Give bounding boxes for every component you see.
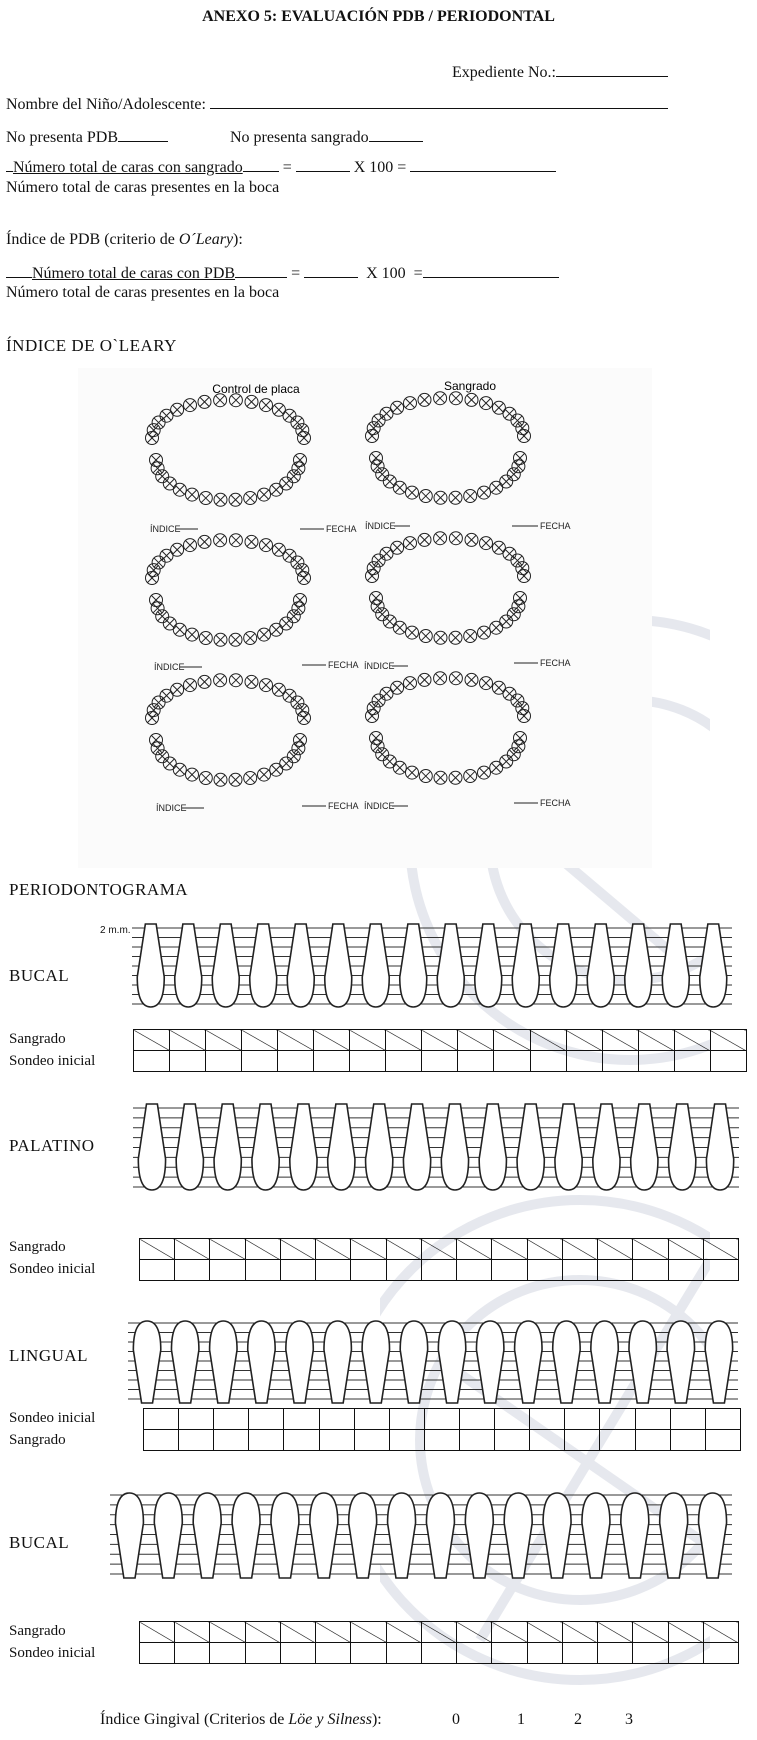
gingival-score-3[interactable]: 3 [625,1711,633,1728]
grid-cell[interactable] [527,1643,562,1664]
nombre-label: Nombre del Niño/Adolescente: [6,96,206,113]
grid-cell[interactable] [633,1239,668,1260]
label-bucal-lower: BUCAL [9,1533,70,1552]
indice-gingival: Índice Gingival (Criterios de Löe y Silness): [100,1711,382,1728]
grid-cell[interactable] [214,1430,249,1451]
grid-cell[interactable] [316,1643,351,1664]
grid-cell[interactable] [421,1239,456,1260]
grid-cell[interactable] [703,1643,738,1664]
label-sondeo-3: Sondeo inicial [9,1410,96,1426]
grid-cell[interactable] [210,1239,245,1260]
grid-cell[interactable] [670,1430,705,1451]
tooth-outline [138,1104,165,1190]
nombre-field[interactable] [6,94,668,114]
grid-cell[interactable] [242,1051,278,1072]
tooth-outline [438,1321,465,1403]
sangrado-formula [6,157,556,177]
grid-cell[interactable] [144,1430,179,1451]
label-sangrado-2: Sangrado [9,1239,66,1255]
tooth-outline [706,1104,733,1190]
gingival-score-0[interactable]: 0 [452,1711,460,1728]
grid-cell[interactable] [492,1239,527,1260]
grid-cell[interactable] [350,1030,386,1051]
tooth-outline [512,924,539,1007]
tooth-outline [629,1321,656,1403]
tooth-outline [625,924,652,1007]
fecha-label-1b: FECHA [540,521,571,531]
no-sangrado-label: No presenta sangrado [230,129,369,146]
indice-label-1b: ÍNDICE [365,521,396,531]
grid-cell[interactable] [280,1643,315,1664]
indice-label-1a: ÍNDICE [150,524,181,534]
tooth-outline [290,1104,317,1190]
oleary-chart [78,368,652,868]
page-title: ANEXO 5: EVALUACIÓN PDB / PERIODONTAL [202,8,555,25]
tooth-outline [669,1104,696,1190]
grid-cell[interactable] [179,1409,214,1430]
grid-cell[interactable] [140,1239,175,1260]
grid-cell[interactable] [249,1430,284,1451]
grid-cell[interactable] [249,1409,284,1430]
tooth-outline [388,1493,416,1578]
tooth-outline [133,1321,160,1403]
tooth-outline [171,1321,198,1403]
grid-lingual[interactable] [143,1408,741,1451]
grid-cell[interactable] [351,1643,386,1664]
grid-cell[interactable] [457,1643,492,1664]
grid-cell[interactable] [179,1430,214,1451]
grid-cell[interactable] [134,1051,170,1072]
no-pdb-field[interactable] [6,127,168,147]
scale-label: 2 m.m. [100,925,131,936]
tooth-outline [212,924,239,1007]
grid-cell[interactable] [421,1260,456,1281]
grid-cell[interactable] [210,1260,245,1281]
grid-cell[interactable] [284,1409,319,1430]
grid-cell[interactable] [530,1051,566,1072]
grid-cell[interactable] [600,1409,635,1430]
col1-title: Control de placa [212,382,300,396]
grid-cell[interactable] [674,1051,710,1072]
grid-cell[interactable] [527,1260,562,1281]
grid-cell[interactable] [386,1643,421,1664]
grid-cell[interactable] [175,1622,210,1643]
tooth-outline [271,1493,299,1578]
grid-cell[interactable] [530,1030,566,1051]
tooth-outline [437,924,464,1007]
teeth-panel-bucal-lower [110,1487,732,1582]
grid-cell[interactable] [316,1239,351,1260]
grid-cell[interactable] [319,1430,354,1451]
teeth-panel-bucal-upper [132,920,732,1012]
grid-cell[interactable] [278,1030,314,1051]
sangrado-result[interactable] [410,157,556,172]
tooth-outline [154,1493,182,1578]
grid-cell[interactable] [175,1239,210,1260]
tooth-outline [137,924,164,1007]
grid-cell[interactable] [633,1260,668,1281]
tooth-outline [465,1493,493,1578]
pdb-numerator: Número total de caras con PDB [32,265,236,282]
grid-palatino[interactable] [139,1238,739,1281]
tooth-outline [362,924,389,1007]
grid-cell[interactable] [602,1051,638,1072]
grid-cell[interactable] [421,1622,456,1643]
grid-cell[interactable] [389,1430,424,1451]
expediente-label: Expediente No.: [452,64,556,81]
grid-cell[interactable] [386,1260,421,1281]
grid-cell[interactable] [527,1239,562,1260]
label-palatino: PALATINO [9,1136,95,1155]
fecha-label-3b: FECHA [540,798,571,808]
grid-cell[interactable] [350,1051,386,1072]
grid-cell[interactable] [459,1430,494,1451]
grid-cell[interactable] [170,1051,206,1072]
pdb-x100: X 100 [366,265,406,282]
tooth-outline [555,1104,582,1190]
grid-cell[interactable] [316,1260,351,1281]
grid-cell[interactable] [562,1622,597,1643]
grid-cell[interactable] [424,1430,459,1451]
tooth-outline [325,924,352,1007]
grid-cell[interactable] [354,1409,389,1430]
grid-cell[interactable] [134,1030,170,1051]
tooth-outline [705,1321,732,1403]
label-bucal-upper: BUCAL [9,966,70,985]
tooth-outline [700,924,727,1007]
grid-cell[interactable] [389,1409,424,1430]
grid-cell[interactable] [633,1622,668,1643]
gingival-score-2[interactable]: 2 [574,1711,582,1728]
tooth-outline [587,924,614,1007]
grid-cell[interactable] [314,1051,350,1072]
grid-cell[interactable] [492,1622,527,1643]
grid-cell[interactable] [422,1051,458,1072]
grid-cell[interactable] [206,1030,242,1051]
tooth-outline [479,1104,506,1190]
grid-cell[interactable] [668,1622,703,1643]
tooth-outline [248,1321,275,1403]
label-sondeo-2: Sondeo inicial [9,1261,96,1277]
grid-cell[interactable] [668,1643,703,1664]
tooth-outline [403,1104,430,1190]
grid-cell[interactable] [562,1260,597,1281]
tooth-outline [591,1321,618,1403]
grid-cell[interactable] [351,1239,386,1260]
tooth-outline [553,1321,580,1403]
grid-cell[interactable] [703,1260,738,1281]
pdb-denominator: Número total de caras presentes en la boca [6,284,280,301]
grid-cell[interactable] [635,1430,670,1451]
gingival-score-1[interactable]: 1 [517,1711,525,1728]
tooth-outline [324,1321,351,1403]
grid-cell[interactable] [638,1051,674,1072]
grid-cell[interactable] [565,1430,600,1451]
expediente-field[interactable] [452,62,668,82]
label-sondeo-4: Sondeo inicial [9,1645,96,1661]
grid-cell[interactable] [245,1260,280,1281]
pdb-equals: = [291,265,301,282]
grid-cell[interactable] [495,1430,530,1451]
grid-cell[interactable] [214,1409,249,1430]
grid-cell[interactable] [494,1030,530,1051]
grid-cell[interactable] [458,1051,494,1072]
grid-cell[interactable] [598,1622,633,1643]
fecha-label-1a: FECHA [326,524,357,534]
sangrado-numerator: Número total de caras con sangrado [13,159,243,176]
tooth-outline [214,1104,241,1190]
tooth-outline [210,1321,237,1403]
grid-cell[interactable] [710,1030,746,1051]
tooth-outline [504,1493,532,1578]
grid-cell[interactable] [351,1260,386,1281]
no-sangrado-field[interactable] [230,127,423,147]
tooth-outline [582,1493,610,1578]
tooth-outline [366,1104,393,1190]
tooth-outline [631,1104,658,1190]
grid-cell[interactable] [705,1430,740,1451]
grid-cell[interactable] [140,1643,175,1664]
tooth-outline [550,924,577,1007]
grid-cell[interactable] [280,1622,315,1643]
grid-cell[interactable] [175,1643,210,1664]
grid-cell[interactable] [527,1622,562,1643]
label-sangrado-4: Sangrado [9,1623,66,1639]
grid-cell[interactable] [494,1051,530,1072]
tooth-outline [426,1493,454,1578]
tooth-outline [193,1493,221,1578]
grid-cell[interactable] [530,1409,565,1430]
label-sondeo-1: Sondeo inicial [9,1053,96,1069]
grid-cell[interactable] [565,1409,600,1430]
teeth-panel-lingual [128,1315,738,1407]
grid-cell[interactable] [206,1051,242,1072]
tooth-outline [175,924,202,1007]
grid-cell[interactable] [566,1051,602,1072]
grid-cell[interactable] [316,1622,351,1643]
grid-cell[interactable] [670,1409,705,1430]
grid-cell[interactable] [458,1030,494,1051]
grid-cell[interactable] [144,1409,179,1430]
col2-title: Sangrado [443,379,497,393]
grid-cell[interactable] [602,1030,638,1051]
grid-cell[interactable] [562,1643,597,1664]
grid-cell[interactable] [600,1430,635,1451]
tooth-outline [328,1104,355,1190]
label-sangrado-3: Sangrado [9,1432,66,1448]
grid-cell[interactable] [386,1051,422,1072]
grid-cell[interactable] [386,1239,421,1260]
tooth-outline [176,1104,203,1190]
tooth-outline [349,1493,377,1578]
tooth-outline [515,1321,542,1403]
grid-cell[interactable] [635,1409,670,1430]
grid-cell[interactable] [633,1643,668,1664]
grid-cell[interactable] [703,1622,738,1643]
indice-label-3a: ÍNDICE [156,803,187,813]
grid-cell[interactable] [314,1030,350,1051]
pdb-equals2: = [413,265,423,282]
sangrado-equals: = [282,159,292,176]
grid-cell[interactable] [457,1239,492,1260]
grid-cell[interactable] [245,1622,280,1643]
grid-cell[interactable] [280,1239,315,1260]
tooth-outline [621,1493,649,1578]
teeth-panel-palatino [133,1100,739,1195]
grid-cell[interactable] [710,1051,746,1072]
grid-cell[interactable] [638,1030,674,1051]
tooth-outline [310,1493,338,1578]
grid-cell[interactable] [457,1260,492,1281]
grid-cell[interactable] [175,1260,210,1281]
tooth-outline [252,1104,279,1190]
tooth-outline [543,1493,571,1578]
sangrado-blank[interactable] [296,157,350,172]
grid-cell[interactable] [566,1030,602,1051]
grid-cell[interactable] [210,1643,245,1664]
indice-label-2b: ÍNDICE [364,661,395,671]
grid-cell[interactable] [354,1430,389,1451]
grid-cell[interactable] [530,1430,565,1451]
grid-cell[interactable] [492,1643,527,1664]
label-sangrado-1: Sangrado [9,1031,66,1047]
grid-cell[interactable] [280,1260,315,1281]
fecha-label-2b: FECHA [540,658,571,668]
tooth-outline [250,924,277,1007]
label-lingual: LINGUAL [9,1346,89,1365]
tooth-outline [667,1321,694,1403]
grid-cell[interactable] [598,1239,633,1260]
sangrado-denominator: Número total de caras presentes en la boca [6,179,280,196]
tooth-outline [662,924,689,1007]
grid-cell[interactable] [668,1239,703,1260]
tooth-outline [400,1321,427,1403]
grid-cell[interactable] [170,1030,206,1051]
grid-cell[interactable] [598,1260,633,1281]
pdb-blank[interactable] [304,263,358,278]
grid-cell[interactable] [319,1409,354,1430]
fecha-label-3a: FECHA [328,801,359,811]
grid-cell[interactable] [386,1622,421,1643]
grid-cell[interactable] [140,1622,175,1643]
grid-bucal-upper[interactable] [133,1029,747,1072]
tooth-outline [287,924,314,1007]
grid-cell[interactable] [459,1409,494,1430]
grid-cell[interactable] [210,1622,245,1643]
tooth-outline [441,1104,468,1190]
indice-label-3b: ÍNDICE [364,801,395,811]
grid-cell[interactable] [284,1430,319,1451]
tooth-outline [232,1493,260,1578]
grid-cell[interactable] [421,1643,456,1664]
grid-cell[interactable] [422,1030,458,1051]
grid-cell[interactable] [457,1622,492,1643]
tooth-outline [476,1321,503,1403]
grid-cell[interactable] [668,1260,703,1281]
grid-cell[interactable] [495,1409,530,1430]
sangrado-x100: X 100 = [353,159,407,176]
grid-cell[interactable] [140,1260,175,1281]
grid-cell[interactable] [245,1643,280,1664]
pdb-formula [6,263,559,283]
grid-cell[interactable] [705,1409,740,1430]
tooth-outline [475,924,502,1007]
oleary-heading: ÍNDICE DE O`LEARY [6,336,177,355]
tooth-outline [286,1321,313,1403]
grid-cell[interactable] [598,1643,633,1664]
pdb-result[interactable] [423,263,559,278]
grid-cell[interactable] [492,1260,527,1281]
indice-label-2a: ÍNDICE [154,662,185,672]
tooth-outline [115,1493,143,1578]
tooth-outline [699,1493,727,1578]
grid-cell[interactable] [703,1239,738,1260]
tooth-outline [517,1104,544,1190]
grid-cell[interactable] [351,1622,386,1643]
grid-cell[interactable] [242,1030,278,1051]
pdb-label: Índice de PDB (criterio de O´Leary): [6,231,243,248]
grid-cell[interactable] [674,1030,710,1051]
periodontograma-heading: PERIODONTOGRAMA [9,880,189,899]
grid-cell[interactable] [278,1051,314,1072]
fecha-label-2a: FECHA [328,660,359,670]
grid-cell[interactable] [386,1030,422,1051]
grid-cell[interactable] [245,1239,280,1260]
no-pdb-label: No presenta PDB [6,129,118,146]
tooth-outline [660,1493,688,1578]
tooth-outline [400,924,427,1007]
grid-cell[interactable] [562,1239,597,1260]
grid-bucal-lower[interactable] [139,1621,739,1664]
tooth-outline [362,1321,389,1403]
tooth-outline [593,1104,620,1190]
grid-cell[interactable] [424,1409,459,1430]
